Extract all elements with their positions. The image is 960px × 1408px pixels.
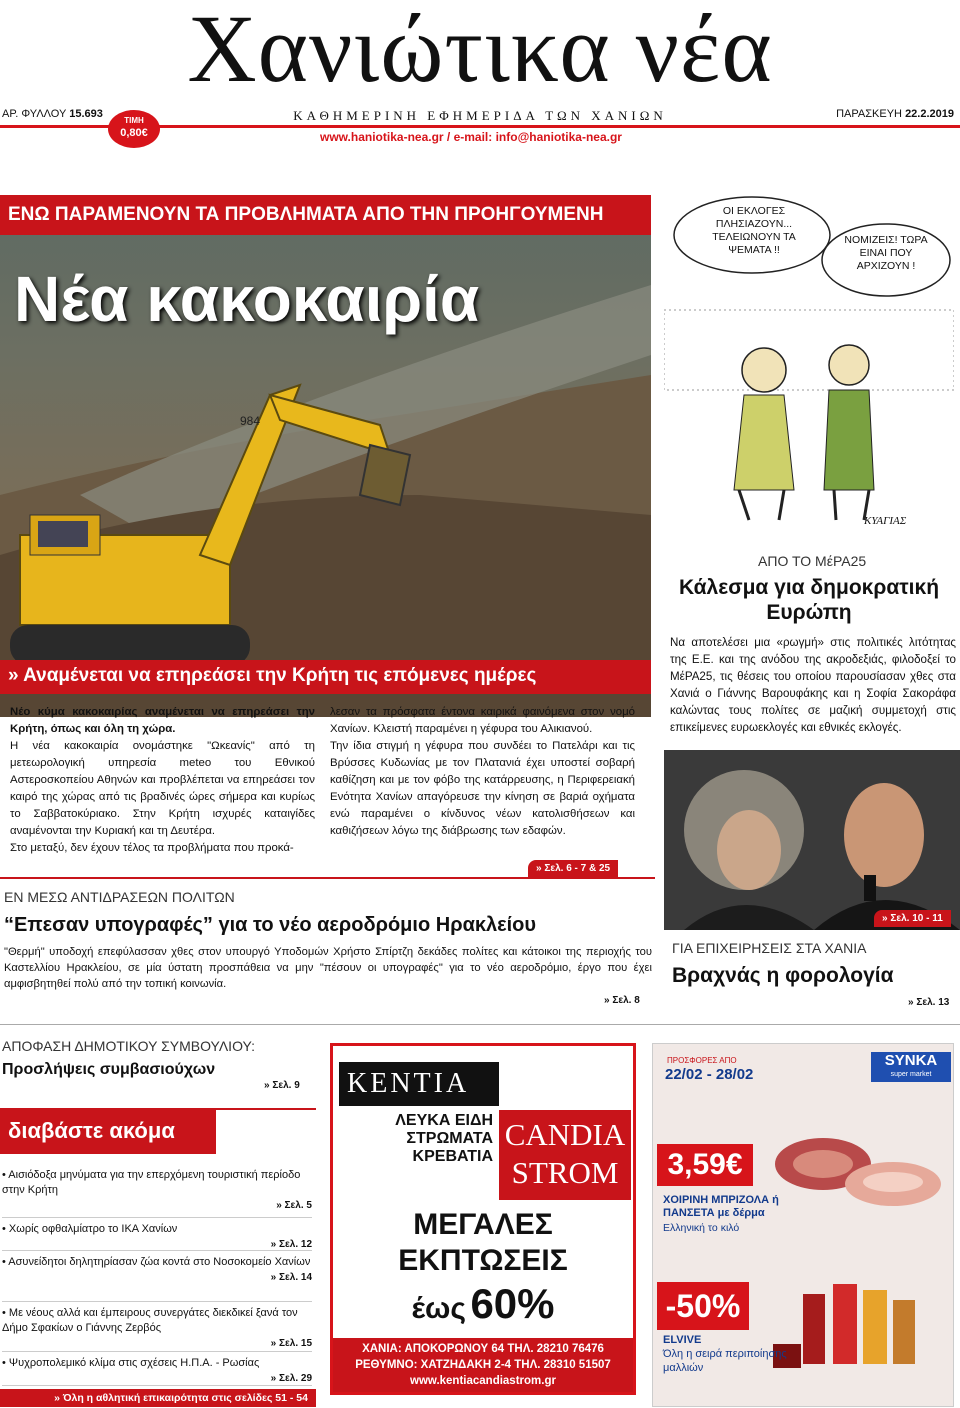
- kentia-products: ΛΕΥΚΑ ΕΙΔΗ ΣΤΡΩΜΑΤΑ ΚΡΕΒΑΤΙΑ: [395, 1112, 493, 1165]
- read-more-item-ref: » Σελ. 12: [270, 1239, 312, 1250]
- council-headline[interactable]: Προσλήψεις συμβασιούχων: [2, 1061, 216, 1078]
- price-label: ΤΙΜΗ: [124, 116, 144, 125]
- read-more-item-text: • Χωρίς οφθαλμίατρο το ΙΚΑ Χανίων: [2, 1223, 178, 1235]
- section-divider: [0, 1024, 960, 1025]
- lead-subkicker: » Αναμένεται να επηρεάσει την Κρήτη τις επόμενες ημέρες: [0, 660, 651, 694]
- lead-column-1: [10, 704, 315, 857]
- cartoon: [664, 190, 954, 540]
- synka-product-2: ELVIVE: [663, 1334, 702, 1346]
- lead-col1-text-b: Στο μεταξύ, δεν έχουν τέλος τα προβλήματα που προκά-: [10, 842, 294, 854]
- mera25-page-ref[interactable]: » Σελ. 10 - 11: [874, 910, 951, 927]
- synka-product-2-sub: Όλη η σειρά περιποίησης μαλλιών: [663, 1348, 787, 1374]
- synka-offers-label: ΠΡΟΣΦΟΡΕΣ ΑΠΟ: [667, 1056, 737, 1065]
- council-label: ΑΠΟΦΑΣΗ ΔΗΜΟΤΙΚΟΥ ΣΥΜΒΟΥΛΙΟΥ:: [2, 1038, 255, 1054]
- kentia-contact: [333, 1338, 633, 1392]
- lead-col2-text: λεσαν τα πρόσφατα έντονα καιρικά φαινόμενα στον νομό Χανίων. Κλειστή παραμένει η γέφυρα του Αλικιανού.: [330, 706, 635, 735]
- synka-product-1-sub: Ελληνική το κιλό: [663, 1222, 740, 1234]
- kentia-ad[interactable]: [330, 1043, 636, 1395]
- mera25-label: ΑΠΟ ΤΟ ΜέΡΑ25: [758, 553, 867, 569]
- excavator-number: 984: [240, 414, 261, 428]
- read-more-item[interactable]: [2, 1302, 312, 1352]
- mera25-photo: [664, 750, 960, 930]
- candia-logo: CANDIA STROM: [499, 1110, 631, 1200]
- synka-product-1: ΧΟΙΡΙΝΗ ΜΠΡΙΖΟΛΑ ή ΠΑΝΣΕΤΑ με δέρμα: [663, 1194, 779, 1219]
- airport-headline[interactable]: “Επεσαν υπογραφές” για το νέο αεροδρόμιο Ηρακλείου: [4, 914, 537, 936]
- lead-column-2: [330, 704, 635, 840]
- price-badge: [108, 110, 160, 148]
- read-more-list: [2, 1168, 312, 1386]
- lead-col2-text-b: Την ίδια στιγμή η γέφυρα που συνδέει το Πατελάρι και τις Βρύσσες Κυδωνίας με τον Πλατανιά έχει υποστεί σοβαρή καθίζηση και με τον φόβο της κατάρρευσης, η Περιφερειακή Ενότητα Χανίων απαγόρευσε την κίνηση σε βαριά οχήματα ενώ παραμένει ο κίνδυνος νέων κατολισθήσεων και καθιζήσεων λόγω της διάβρωσης των εδαφών.: [330, 740, 635, 837]
- airport-body: "Θερμή" υποδοχή επεφύλασσαν χθες στον υπουργό Υποδομών Χρήστο Σπίρτζη δεκάδες πολίτες και κάτοικοι της περιοχής του Καστελλίου Ηρακλείου, σε μία ύστατη προσπάθεια να μην "πέσουν οι υπογραφές" για το νέο αεροδρόμιο, έργο που έχει αμφισβητηθεί πολύ από την τοπική κοινωνία.: [4, 946, 652, 990]
- read-more-item-text: • Αισιόδοξα μηνύματα για την επερχόμενη τουριστική περίοδο στην Κρήτη: [2, 1169, 301, 1196]
- council-page-ref[interactable]: » Σελ. 9: [264, 1080, 300, 1091]
- kentia-discount: [333, 1280, 633, 1328]
- date-day: ΠΑΡΑΣΚΕΥΗ: [836, 108, 902, 120]
- mera25-headline[interactable]: Κάλεσμα για δημοκρατική Ευρώπη: [678, 576, 940, 624]
- lead-col1-text: Η νέα κακοκαιρία ονομάστηκε "Ωκεανίς" από τη μετεωρολογική υπηρεσία meteo του Εθνικού Αστεροσκοπείου Αθηνών και προβλέπεται να επηρεάσει τον καιρό της χώρας από τις βραδινές ώρες σήμερα και κυρίως το Σαββατοκύριακο. Στην Κρήτη ισχυρές καταιγίδες αναμένονται την Κυριακή και τη Δευτέρα.: [10, 740, 315, 837]
- lead-intro: Νέο κύμα κακοκαιρίας αναμένεται να επηρεάσει την Κρήτη, όπως και όλη τη χώρα.: [10, 706, 315, 735]
- read-more-item[interactable]: [2, 1168, 312, 1218]
- read-more-item[interactable]: [2, 1251, 312, 1302]
- mera25-body: Να αποτελέσει μια «ρωγμή» στις πολιτικές λιτότητας της Ε.Ε. και της ανόδου της ακροδεξιάς, φιλοδοξεί το ΜέΡΑ25, τις θέσεις του οποίου παρουσίασαν χθες στα Χανιά ο Γιάννης Βαρουφάκης και η Σοφία Σακοράφα καλώντας τους πολίτες σε μαζική συμμετοχή στις επικείμενες ευρωεκλογές και εθνικές εκλογές.: [670, 636, 956, 734]
- issue-number: 15.693: [69, 108, 103, 120]
- lead-rule: [0, 877, 655, 879]
- kentia-address-2: ΡΕΘΥΜΝΟ: ΧΑΤΖΗΔΑΚΗ 2-4 ΤΗΛ. 28310 51507: [355, 1359, 611, 1371]
- issue-label: ΑΡ. ΦΥΛΛΟΥ: [2, 108, 67, 120]
- airport-label: ΕΝ ΜΕΣΩ ΑΝΤΙΔΡΑΣΕΩΝ ΠΟΛΙΤΩΝ: [4, 889, 235, 905]
- read-more-rule: [0, 1108, 316, 1110]
- kentia-percent: 60%: [470, 1280, 555, 1327]
- read-more-item[interactable]: [2, 1218, 312, 1251]
- synka-price-2: -50%: [657, 1282, 749, 1330]
- airport-page-ref[interactable]: » Σελ. 8: [604, 995, 640, 1006]
- read-more-item-text: • Ασυνείδητοι δηλητηρίασαν ζώα κοντά στο Νοσοκομείο Χανίων: [2, 1256, 311, 1268]
- website-email[interactable]: www.haniotika-nea.gr / e-mail: info@haniotika-nea.gr: [320, 130, 622, 144]
- synka-price-1: 3,59€: [657, 1144, 753, 1186]
- read-more-item-text: • Με νέους αλλά και έμπειρους συνεργάτες διεκδικεί ξανά τον Δήμο Σφακίων ο Γιάννης Ζερβός: [2, 1307, 298, 1334]
- synka-brand: SYNKA: [884, 1052, 938, 1069]
- read-more-item-ref: » Σελ. 14: [270, 1272, 312, 1283]
- tax-headline[interactable]: Βραχνάς η φορολογία: [672, 964, 894, 987]
- kentia-logo: KENTIA: [339, 1062, 499, 1106]
- cartoon-bubble-1: ΟΙ ΕΚΛΟΓΕΣ ΠΛΗΣΙΑΖΟΥΝ... ΤΕΛΕΙΩΝΟΥΝ ΤΑ ΨΕΜΑΤΑ !!: [712, 205, 796, 256]
- kentia-sale-line1: ΜΕΓΑΛΕΣ: [413, 1208, 553, 1241]
- kentia-upto: έως: [411, 1292, 466, 1325]
- tax-page-ref[interactable]: » Σελ. 13: [908, 997, 950, 1008]
- read-more-item-ref: » Σελ. 15: [270, 1338, 312, 1349]
- read-more-item[interactable]: [2, 1352, 312, 1386]
- cartoon-bubble-2: ΝΟΜΙΖΕΙΣ! ΤΩΡΑ ΕΙΝΑΙ ΠΟΥ ΑΡΧΙΖΟΥΝ !: [844, 234, 928, 272]
- lead-kicker: ΕΝΩ ΠΑΡΑΜΕΝΟΥΝ ΤΑ ΠΡΟΒΛΗΜΑΤΑ ΑΠΟ ΤΗΝ ΠΡΟΗΓΟΥΜΕΝΗ: [0, 195, 651, 235]
- read-more-item-ref: » Σελ. 29: [270, 1373, 312, 1384]
- read-more-header: διαβάστε ακόμα: [0, 1108, 216, 1154]
- kentia-sale-line2: ΕΚΠΤΩΣΕΙΣ: [398, 1244, 568, 1277]
- cartoon-signature: ΚΥΑΓΙΑΣ: [864, 515, 907, 527]
- lead-headline[interactable]: Νέα κακοκαιρία: [14, 263, 480, 335]
- synka-ad[interactable]: [652, 1043, 954, 1407]
- date-info: [836, 108, 954, 120]
- tax-label: ΓΙΑ ΕΠΙΧΕΙΡΗΣΕΙΣ ΣΤΑ ΧΑΝΙΑ: [672, 940, 867, 956]
- synka-dates: 22/02 - 28/02: [665, 1066, 754, 1083]
- synka-brand-sub: super market: [890, 1071, 932, 1078]
- read-more-item-text: • Ψυχροπολεμικό κλίμα στις σχέσεις Η.Π.Α. - Ρωσίας: [2, 1357, 260, 1369]
- date: 22.2.2019: [905, 108, 954, 120]
- synka-logo: [871, 1052, 951, 1082]
- kentia-address-1: ΧΑΝΙΑ: ΑΠΟΚΟΡΩΝΟΥ 64 ΤΗΛ. 28210 76476: [362, 1343, 604, 1355]
- tagline: ΚΑΘΗΜΕΡΙΝΗ ΕΦΗΜΕΡΙΔΑ ΤΩΝ ΧΑΝΙΩΝ: [293, 108, 667, 123]
- price-value: 0,80€: [120, 127, 148, 139]
- sports-ref[interactable]: » Όλη η αθλητική επικαιρότητα στις σελίδες 51 - 54: [0, 1389, 316, 1407]
- read-more-item-ref: » Σελ. 5: [276, 1200, 312, 1211]
- kentia-url[interactable]: www.kentiacandiastrom.gr: [410, 1375, 556, 1387]
- newspaper-title: Χανιώτικα νέα: [187, 0, 773, 102]
- lead-page-ref[interactable]: » Σελ. 6 - 7 & 25: [528, 860, 618, 877]
